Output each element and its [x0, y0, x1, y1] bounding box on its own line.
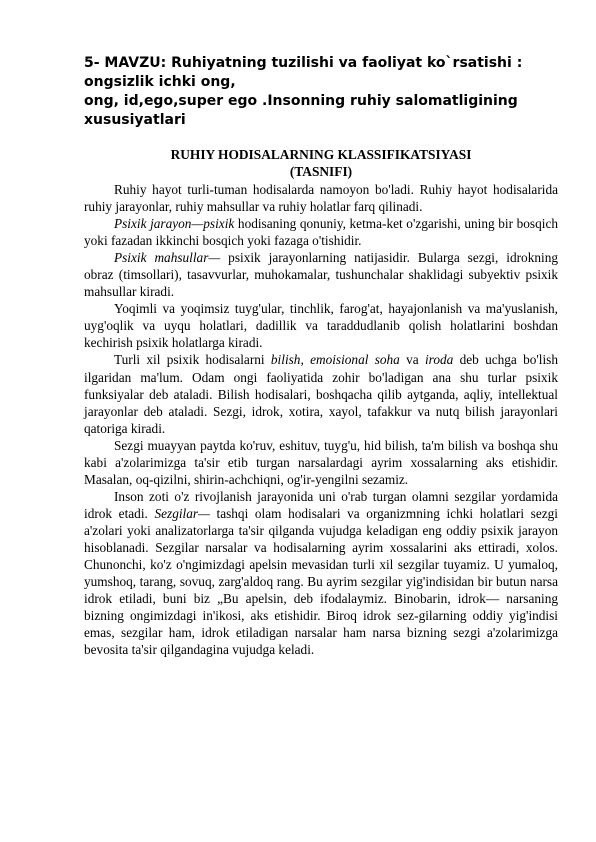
paragraph-7	[84, 488, 558, 658]
paragraph-2	[84, 215, 558, 249]
paragraph-3	[84, 249, 558, 300]
paragraph-3-term: Psixik mahsullar—	[114, 250, 221, 266]
paragraph-7-text-b: tashqi olam hodisalari va organizmning ichki holatlari sezgi a'zolari yoki analizatorlarga ta'sir qilganda vujudga keladigan eng oddiy psixik jarayon hisoblanadi. Sezgilar narsalar va hodisalarning ayrim xossalarini aks ettiradi, xolos. Chunonchi, ko'z o'ngimizdagi apelsin mevasidan turli xil sezgilar tuyamiz. U yumaloq, yumshoq, tarang, sovuq, zarg'aldoq rang. Bu ayrim sezgilar yig'indisidan bir butun narsa idrok etiladi, buni biz „Bu apelsin, deb ifodalaymiz. Binobarin, idrok— narsaning bizning ongimizdagi in'ikosi, aks etishidir. Biroq idrok sez-gilarning oddiy yig'indisi emas, sezgilar ham, idrok etiladigan narsalar ham narsa bizning sezgi a'zolarimizga bevosita ta'sir qilgandagina vujudga keladi.	[84, 505, 558, 658]
topic-title-line-2: ongsizlik ichki ong,	[84, 74, 236, 90]
paragraph-7-term: Sezgilar—	[154, 505, 210, 521]
paragraph-5	[84, 351, 558, 436]
paragraph-5-text-a: Turli xil psixik hodisalarni	[114, 352, 271, 368]
paragraph-4: Yoqimli va yoqimsiz tuyg'ular, tinchlik, farog'at, hayajonlanish va ma'yuslanish, uyg'oqlik va uyqu holatlari, dadillik va taraddudlanib qolish holatlarini boshdan kechirish psixik holatlarga kiradi.	[84, 301, 558, 351]
topic-title-line-4: xususiyatlari	[84, 112, 186, 128]
section-heading	[84, 146, 558, 180]
paragraph-2-term: Psixik jarayon—psixik	[114, 216, 235, 232]
topic-title-line-1: 5- MAVZU: Ruhiyatning tuzilishi va faoliyat ko`rsatishi :	[84, 55, 523, 71]
topic-title-line-3: ong, id,ego,super ego .Insonning ruhiy salomatligining	[84, 93, 518, 109]
paragraph-2-text: hodisaning qonuniy, ketma-ket o'zgarishi, uning bir bosqich yoki fazadan ikkinchi bosqich yoki fazaga o'tishidir.	[84, 216, 558, 249]
paragraph-1: Ruhiy hayot turli-tuman hodisalarda namoyon bo'ladi. Ruhiy hayot hodisalarida ruhiy jarayonlar, ruhiy mahsullar va ruhiy holatlar farq qilinadi.	[84, 182, 558, 215]
paragraph-5-emphasis-1: bilish, emoisional soha	[270, 352, 400, 368]
section-heading-line-2: (TASNIFI)	[289, 164, 353, 179]
paragraph-5-emphasis-2: iroda	[424, 352, 454, 368]
section-heading-line-1: RUHIY HODISALARNING KLASSIFIKATSIYASI	[170, 147, 472, 162]
paragraph-7-text-a: Inson zoti o'z rivojlanish jarayonida uni o'rab turgan olamni sezgilar yordamida idrok etadi.	[84, 488, 558, 521]
paragraph-5-text-b: va	[399, 352, 425, 368]
paragraph-3-text: psixik jarayonlarning natijasidir. Bularga sezgi, idrokning obraz (timsollari), tasavvurlar, muhokamalar, tushunchalar shaklidagi subyektiv psixik mahsullar kiradi.	[84, 250, 558, 300]
paragraph-5-text-c: deb uchga bo'lish ilgaridan ma'lum. Odam ongi faoliyatida zohir bo'ladigan ana shu turlar psixik funksiyalar deb ataladi. Bilish hodisalari, boshqacha qilib aytganda, aqliy, intellektual jarayonlar deb ataladi. Sezgi, idrok, xotira, xayol, tafakkur va nutq bilish jarayonlari qatoriga kiradi.	[84, 352, 559, 436]
body-text	[84, 181, 558, 658]
topic-title	[84, 54, 554, 130]
paragraph-6: Sezgi muayyan paytda ko'ruv, eshituv, tuyg'u, hid bilish, ta'm bilish va boshqa shu kabi a'zolarimizga ta'sir etib turgan narsalardagi ayrim xossalarning aks etishidir. Masalan, oq-qizilni, shirin-achchiqni, og'ir-yengilni sezamiz.	[84, 437, 558, 487]
